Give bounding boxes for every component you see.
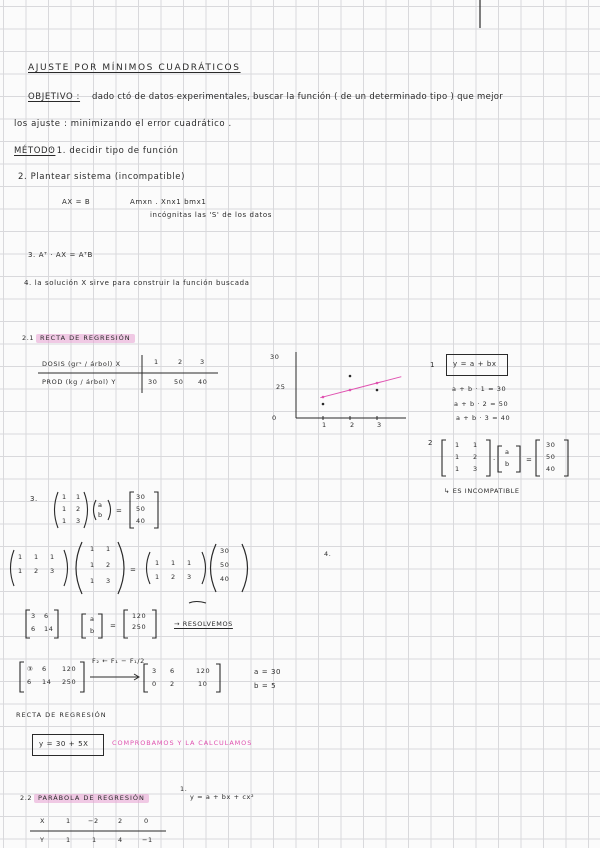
recta-equation: y = 30 + 5X [39,740,89,748]
item3-A-22: 2 [76,505,81,513]
step-2: 2. Plantear sistema (incompatible) [18,172,186,182]
aug1-13: 120 [62,665,77,673]
ata-11: 3 [31,612,36,620]
atb-1: 120 [132,612,147,620]
at-11: 1 [18,553,23,561]
table2-x4: 0 [144,817,149,825]
plot-xtick-1: 1 [322,421,327,429]
aug2-12: 6 [170,667,175,675]
plot-xtick-2: 2 [350,421,355,429]
table2-x3: 2 [118,817,123,825]
plot-ytick-0: 0 [272,414,277,422]
section-22-number: 2.2 [20,794,33,802]
ata-22: 14 [44,625,54,633]
table2-y-label: Y [40,836,45,844]
comprobamos-note: COMPROBAMOS Y LA CALCULAMOS [112,739,253,747]
resolvemos-label: → RESOLVEMOS [174,620,233,628]
item3-B-2: 50 [136,505,146,513]
vec-b: b [505,460,510,468]
row-operation: F₂ ← F₁ − F₁/2 [92,657,145,665]
gauss-brackets [18,657,228,694]
objetivo-text-line2: los ajuste : minimizando el error cuadrático . [14,119,232,129]
table2-y1: 1 [66,836,71,844]
ata-21: 6 [31,625,36,633]
data-point [322,403,325,406]
at2-12: 1 [171,559,176,567]
recta-label: RECTA DE REGRESIÓN [16,711,107,719]
step-4: 4. la solución X sirve para construir la función buscada [24,279,250,287]
section-21-title: RECTA DE REGRESIÓN [36,334,135,343]
at-12: 1 [34,553,39,561]
item3-A-31: 1 [62,517,67,525]
aug1-23: 250 [62,678,77,686]
vecB-3: 40 [546,465,556,473]
svg-text:=: = [526,456,532,464]
at2-21: 1 [155,573,160,581]
table1-y3: 40 [198,378,208,386]
table2-x-label: X [40,817,46,825]
model-equation-box [446,354,508,376]
eq-ax-b: AX = B [62,198,91,206]
item3-A-11: 1 [62,493,67,501]
at2-22: 2 [171,573,176,581]
a-31: 1 [90,577,95,585]
model-equation: y = a + bx [453,360,497,368]
table2-lines [30,812,170,848]
objetivo-label: OBJETIVO : [28,92,81,102]
item3-vec-a: a [98,501,103,509]
item-2-number: 2 [428,439,434,447]
matA-21: 1 [455,453,460,461]
parabola-equation: y = a + bx + cx² [190,793,255,801]
matA-22: 2 [473,453,478,461]
aug2-21: 0 [152,680,157,688]
plot-ytick-30: 30 [270,353,280,361]
small-stroke [188,600,208,606]
table2-x2: −2 [88,817,99,825]
section-22-title: PARÁBOLA DE REGRESIÓN [34,794,149,803]
table1-x3: 3 [200,358,205,366]
solution-a: a = 30 [254,668,282,676]
plot-canvas [270,348,410,432]
a-12: 1 [106,545,111,553]
item-1-number: 1 [430,361,436,369]
table1-y2: 50 [174,378,184,386]
at2-23: 3 [187,573,192,581]
vecB-2: 50 [546,453,556,461]
svg-text:=: = [110,622,116,630]
section-21-number: 2.1 [22,334,35,342]
item3-A-21: 1 [62,505,67,513]
matA-32: 3 [473,465,478,473]
table1-lines [38,355,218,395]
at-13: 1 [50,553,55,561]
ata-12: 6 [44,612,49,620]
x-a: a [90,615,95,623]
data-point [349,375,352,378]
matA-12: 1 [473,441,478,449]
item3-vec-b: b [98,511,103,519]
svg-text:=: = [116,507,122,515]
a-21: 1 [90,561,95,569]
data-table-2 [30,812,170,848]
table1-x2: 2 [178,358,183,366]
table2-y4: −1 [142,836,153,844]
item3-B-1: 30 [136,493,146,501]
b2-2: 50 [220,561,230,569]
table1-row1-label: DOSIS (grˢ / árbol) X [42,360,121,368]
aug1-12: 6 [42,665,47,673]
data-table-1 [38,355,218,395]
data-point [376,389,379,392]
parabola-item-number: 1. [180,785,188,793]
table2-x1: 1 [66,817,71,825]
table1-x1: 1 [154,358,159,366]
top-pen-stroke [478,0,482,30]
objetivo-text-line1: dado ctó de datos experimentales, buscar la función ( de un determinado tipo ) que mejor [92,92,504,102]
a-11: 1 [90,545,95,553]
matA-11: 1 [455,441,460,449]
matA-31: 1 [455,465,460,473]
vecB-1: 30 [546,441,556,449]
equation-3: a + b · 3 = 40 [456,414,511,422]
x-b: b [90,627,95,635]
a-22: 2 [106,561,111,569]
item3-A-12: 1 [76,493,81,501]
normal-eq-brackets [6,540,256,596]
aug1-21: 6 [27,678,32,686]
table2-y2: 1 [92,836,97,844]
item3-B-3: 40 [136,517,146,525]
plot-ytick-25: 25 [276,383,286,391]
solution-b: b = 5 [254,682,277,690]
table1-row2-label: PROD (kg / árbol) Y [42,378,116,386]
at-22: 2 [34,567,39,575]
item3-brackets [50,490,165,530]
atb-2: 250 [132,623,147,631]
item-4-number: 4. [324,550,332,558]
step-3: 3. Aᵀ · AX = AᵀB [28,251,93,259]
a-32: 3 [106,577,111,585]
b2-3: 40 [220,575,230,583]
fitted-point [322,396,325,399]
equation-2: a + b · 2 = 50 [454,400,509,408]
aug2-23: 10 [198,680,208,688]
aug2-13: 120 [196,667,211,675]
fitted-point [349,389,352,392]
regression-plot [270,348,410,432]
at2-11: 1 [155,559,160,567]
equation-1: a + b · 1 = 30 [452,385,507,393]
b2-1: 30 [220,547,230,555]
aug1-22: 14 [42,678,52,686]
at-21: 1 [18,567,23,575]
aug1-11: ③ [27,665,34,673]
fit-line [320,377,401,398]
plot-xtick-3: 3 [377,421,382,429]
page-title: AJUSTE POR MÍNIMOS CUADRÁTICOS [28,63,241,73]
metodo-label: MÉTODO [14,146,56,156]
recta-equation-box [32,734,104,756]
incompatible-note: ↳ ES INCOMPATIBLE [444,487,520,495]
svg-text:·: · [493,456,496,464]
incognitas-note: incógnitas las 'S' de los datos [150,211,272,219]
item3-A-32: 3 [76,517,81,525]
table1-y1: 30 [148,378,158,386]
aug2-11: 3 [152,667,157,675]
table2-y3: 4 [118,836,123,844]
at2-13: 1 [187,559,192,567]
svg-text:=: = [130,566,136,574]
aug2-22: 2 [170,680,175,688]
dimensions: Amxn . Xnx1 bmx1 [130,198,207,206]
at-23: 3 [50,567,55,575]
item-3-number: 3. [30,495,38,503]
fitted-point [376,382,379,385]
metodo-step1: : 1. decidir tipo de función [50,146,179,156]
vec-a: a [505,448,510,456]
